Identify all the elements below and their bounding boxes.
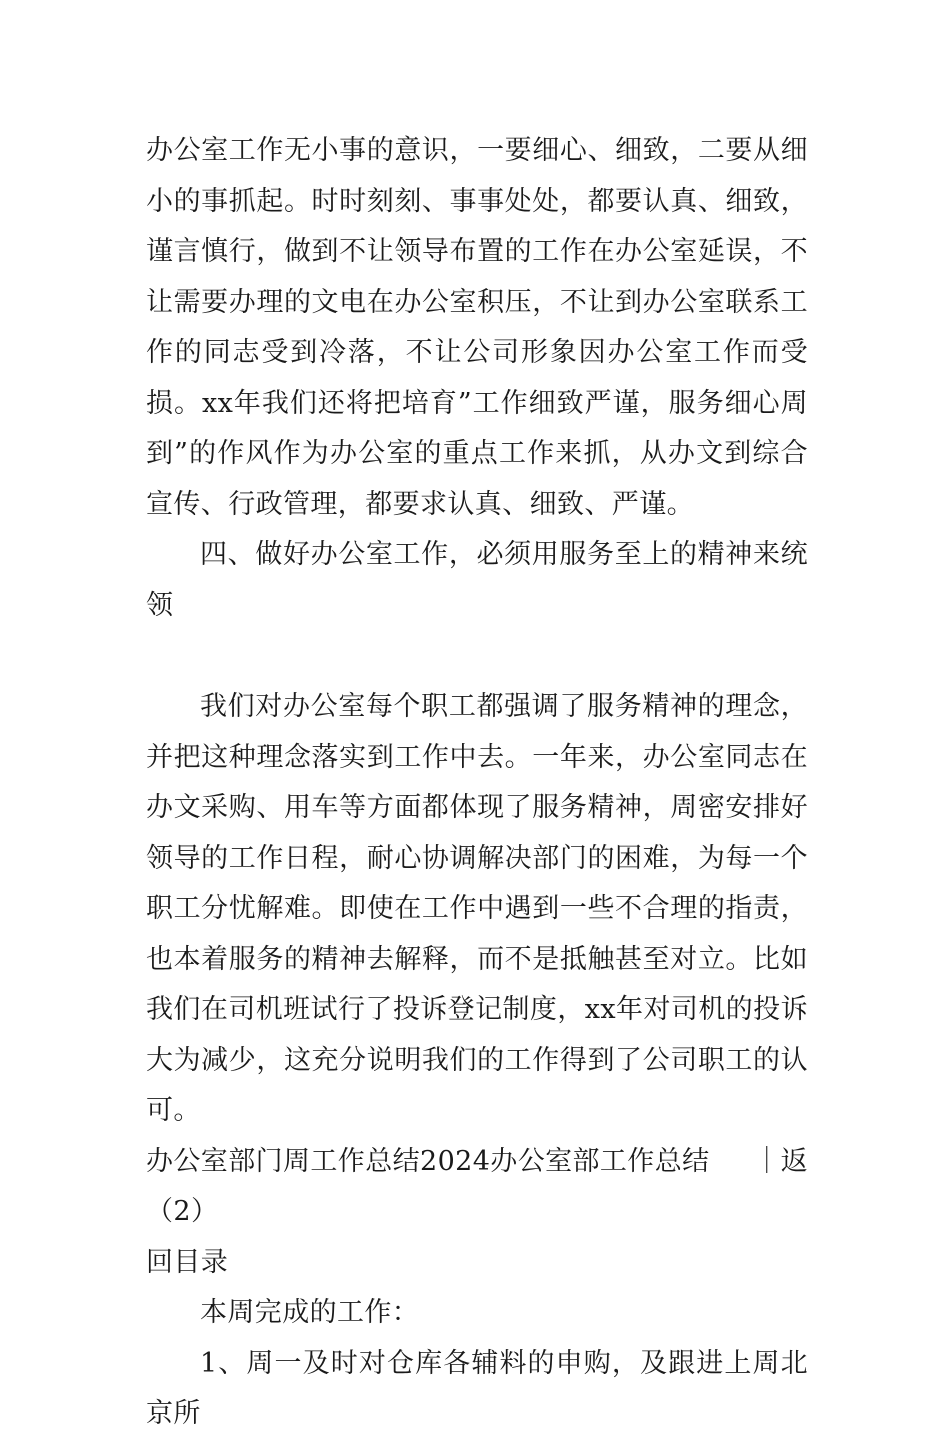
return-to-toc-link-continued[interactable] xyxy=(146,1238,808,1289)
section-title-line xyxy=(146,1137,808,1238)
list-item-1: 1、周一及时对仓库各辅料的申购，及跟进上周北京所 xyxy=(146,1347,808,1429)
section-title: 办公室部门周工作总结2024办公室部工作总结（2） xyxy=(146,1145,710,1227)
section-heading-4: 四、做好办公室工作，必须用服务至上的精神来统领 xyxy=(146,539,808,621)
paragraph-service-spirit: 我们对办公室每个职工都强调了服务精神的理念，并把这种理念落实到工作中去。一年来，办公室同志在办文采购、用车等方面都体现了服务精神，周密安排好领导的工作日程，耐心协调解决部门的困难，为每一个职工分忧解难。即使在工作中遇到一些不合理的指责，也本着服务的精神去解释，而不是抵触甚至对立。比如我们在司机班试行了投诉登记制度，xx年对司机的投诉大为减少，这充分说明我们的工作得到了公司职工的认可。 xyxy=(146,691,808,1126)
return-to-toc-link-text[interactable]: 回目录 xyxy=(146,1246,229,1278)
return-to-toc-link[interactable]: 返 xyxy=(780,1145,808,1177)
document-page xyxy=(146,126,808,1440)
section-separator: ｜ xyxy=(753,1145,781,1177)
week-done-heading: 本周完成的工作： xyxy=(200,1297,420,1328)
paragraph-service-attitude: 办公室工作无小事的意识，一要细心、细致，二要从细小的事抓起。时时刻刻、事事处处，都要认真、细致，谨言慎行，做到不让领导布置的工作在办公室延误，不让需要办理的文电在办公室积压，不让到办公室联系工作的同志受到冷落，不让公司形象因办公室工作而受损。xx年我们还将把培育”工作细致严谨，服务细心周到”的作风作为办公室的重点工作来抓，从办文到综合宣传、行政管理，都要求认真、细致、严谨。 xyxy=(146,135,808,520)
